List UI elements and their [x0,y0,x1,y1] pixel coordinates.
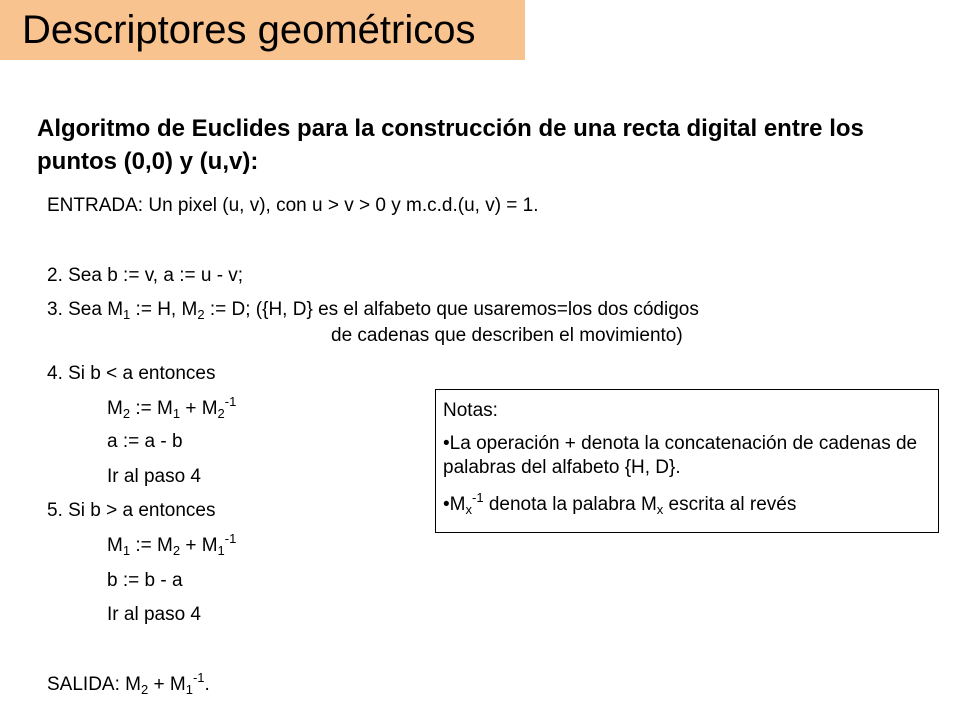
title-banner [0,0,525,60]
step-4-goto: Ir al paso 4 [107,466,201,487]
algorithm-heading: Algoritmo de Euclides para la construcción de una recta digital entre los puntos (0,0) y (u,v): [37,115,864,175]
notes-title: Notas: [443,400,498,421]
step-5-assignment: $M_1$ := $M_2 + M_1^{-1}$ [107,531,237,558]
step-3-continuation: de cadenas que describen el movimiento) [331,325,683,346]
notes-box [435,389,939,533]
step-4-assignment: $M_2$ := $M_1 + M_2^{-1}$ [107,394,237,421]
step-4-condition: 4. Si b < a entonces [47,363,216,384]
step-3-line: 3. Sea $M_1$ := H, $M_2$ := D; ({H, D} es el alfabeto que usaremos=los dos códigos [47,299,699,322]
output-line: SALIDA: $M_2 + M_1^{-1}$. [47,670,210,697]
note-item-1: •La operación + denota la concatenación de cadenas de palabras del alfabeto {H, D}. [443,433,918,478]
step-5-goto: Ir al paso 4 [107,604,201,625]
slide-title: Descriptores geométricos [22,8,476,52]
step-5-b-update: b := b - a [107,570,183,591]
step-4-a-update: a := a - b [107,431,183,452]
step-2-line: 2. Sea b := v, a := u - v; [47,265,244,286]
step-5-condition: 5. Si b > a entonces [47,500,216,521]
note-item-2: $•M_x^{-1}$ denota la palabra $M_x$ escrita al revés [443,490,797,517]
input-line: ENTRADA: Un pixel (u, v), con u > v > 0 y m.c.d.(u, v) = 1. [47,195,539,216]
